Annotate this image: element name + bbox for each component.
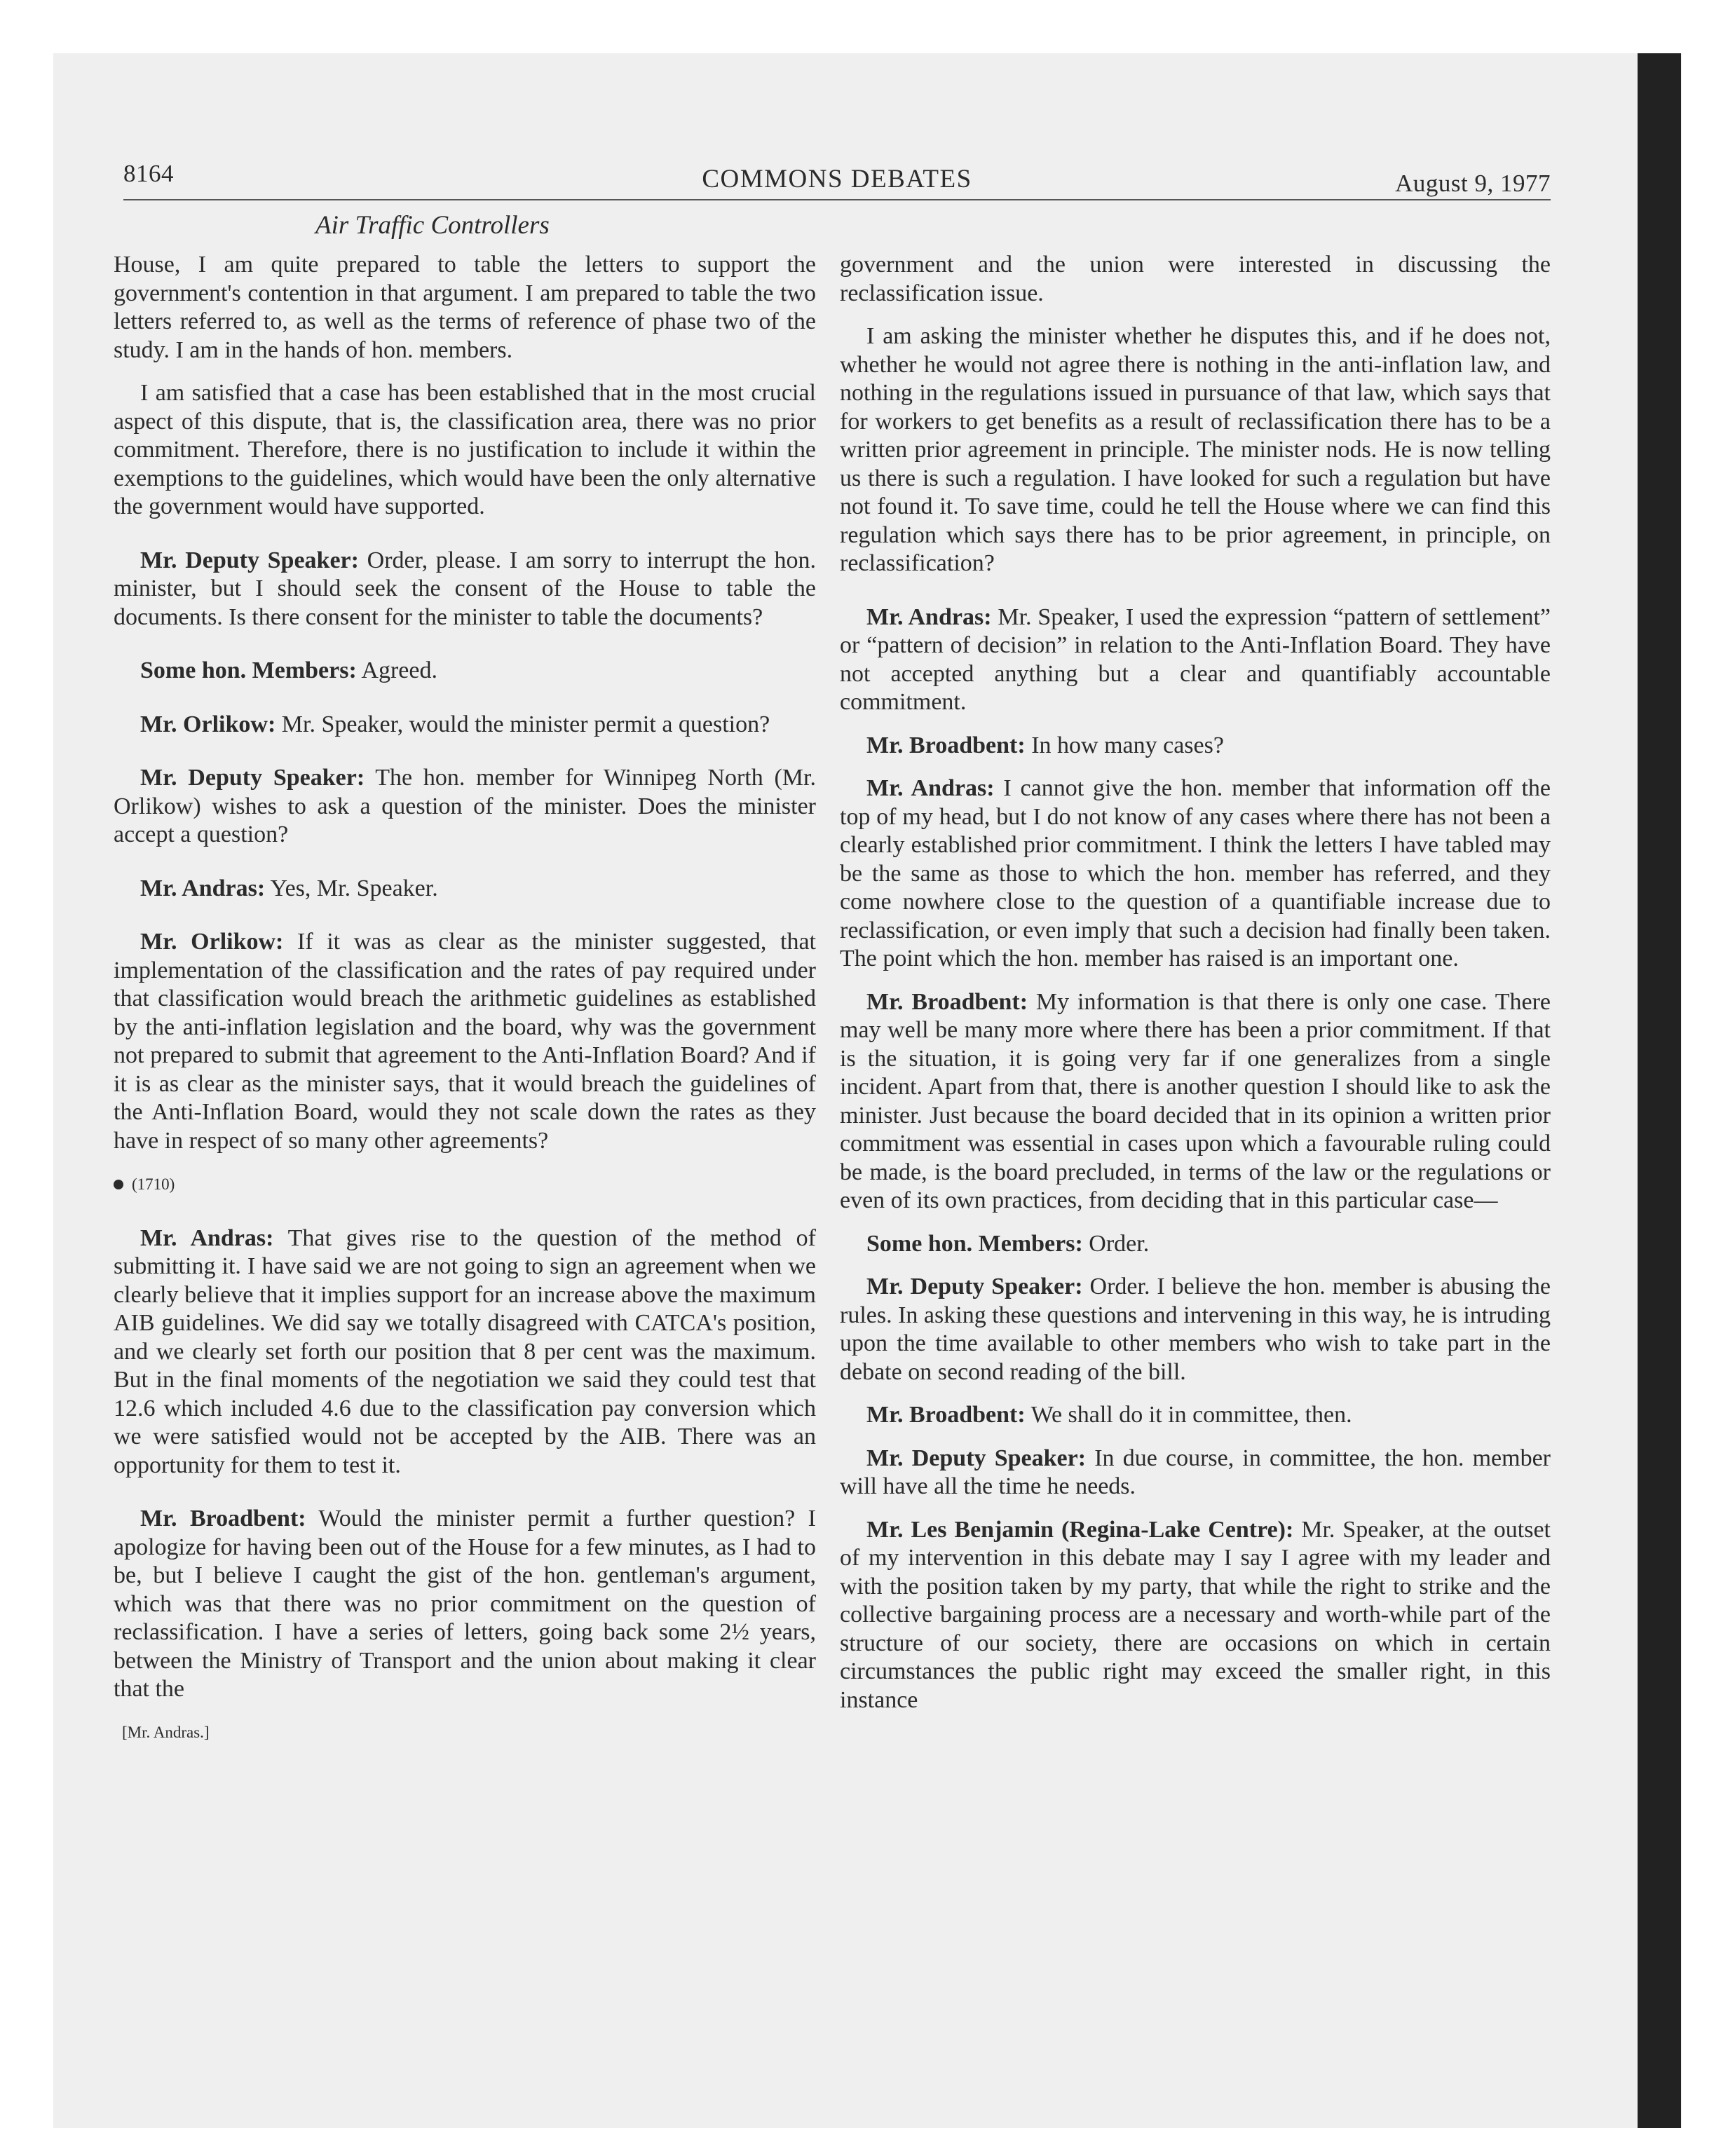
speech xyxy=(114,875,816,903)
speech xyxy=(114,657,816,685)
paragraph: I am satisfied that a case has been established that in the most crucial aspect of this dispute, that is, the classification area, there was no prior commitment. Therefore, there is no justification to include it within the exemptions to the guidelines, which would have been the only alternative the government would have supported. xyxy=(114,380,816,519)
speech-text: Order. I believe the hon. member is abusing the rules. In asking these questions and intervening in this way, he is intruding upon the time available to other members who wish to take part in the debate on second reading of the bill. xyxy=(840,1274,1551,1385)
speaker-name: Some hon. Members: xyxy=(140,657,357,683)
speech-text: I cannot give the hon. member that information off the top of my head, but I do not know of any cases where there has not been a clearly established prior commitment. I think the letters I have tabled may be the same as those to which the hon. member has referred, and they come nowhere close to the question of a quantifiable increase due to reclassification, or even imply that such a decision had finally been taken. The point which the hon. member has raised is an important one. xyxy=(840,775,1551,971)
speech xyxy=(114,547,816,632)
speaker-name: Mr. Andras: xyxy=(140,1224,274,1251)
speaker-name: Mr. Les Benjamin (Regina-Lake Centre): xyxy=(866,1516,1294,1543)
speech-text: Agreed. xyxy=(356,657,437,683)
speech xyxy=(840,1516,1551,1715)
speaker-name: Mr. Andras: xyxy=(866,775,995,801)
speech xyxy=(840,603,1551,717)
paragraph: government and the union were interested in discussing the reclassification issue. xyxy=(840,252,1551,306)
speaker-name: Mr. Deputy Speaker: xyxy=(866,1274,1083,1299)
speaker-name: Mr. Orlikow: xyxy=(140,929,284,955)
speaker-name: Mr. Deputy Speaker: xyxy=(140,547,359,573)
speech xyxy=(840,775,1551,974)
page-date: August 9, 1977 xyxy=(1395,170,1551,197)
speech-text: That gives rise to the question of the method of submitting it. I have said we are not going to sign an agreement when we clearly believe that it implies support for an increase above the maximum AIB guidelines. We did say we totally disagreed with CATCA's position, and we clearly set forth our position that 8 per cent was the maximum. But in the final moments of the negotiation we said they could test that 12.6 which included 4.6 due to the classification pay conversion which we were satisfied would not be accepted by the AIB. There was an opportunity for them to test it. xyxy=(114,1224,816,1478)
speech xyxy=(840,1445,1551,1501)
paragraph: House, I am quite prepared to table the letters to support the government's contention in that argument. I am prepared to table the two letters referred to, as well as the terms of reference of phase two of the study. I am in the hands of hon. members. xyxy=(114,252,816,363)
speech xyxy=(840,988,1551,1215)
speaker-name: Mr. Broadbent: xyxy=(866,732,1026,758)
speech xyxy=(840,1230,1551,1259)
speaker-name: Mr. Deputy Speaker: xyxy=(866,1445,1087,1471)
time-marker-text: (1710) xyxy=(132,1175,175,1193)
page-number: 8164 xyxy=(123,160,174,187)
speech-text: Order, please. I am sorry to interrupt the hon. minister, but I should seek the consent of the House to table the documents. Is there consent for the minister to table the documents? xyxy=(114,547,817,630)
speech-text: In due course, in committee, the hon. member will have all the time he needs. xyxy=(840,1445,1551,1499)
speech xyxy=(114,928,816,1155)
publication-title: COMMONS DEBATES xyxy=(702,165,972,193)
speech-text: Yes, Mr. Speaker. xyxy=(265,875,438,901)
speech xyxy=(840,732,1551,760)
speech xyxy=(114,711,816,739)
bullet-icon xyxy=(114,1180,123,1189)
speech-text: In how many cases? xyxy=(1025,732,1224,758)
right-column xyxy=(840,251,1551,1729)
speaker-name: Mr. Andras: xyxy=(140,875,266,901)
speech-text: Mr. Speaker, at the outset of my intervention in this debate may I say I agree with my leader and with the position taken by my party, that while the right to strike and the collective bargaining process are a necessary and worth-while part of the structure of our society, there are occasions on which in certain circumstances the public right may exceed the smaller right, in this instance xyxy=(840,1516,1551,1713)
speech-text: Mr. Speaker, I used the expression “pattern of settlement” or “pattern of decision” in relation to the Anti-Inflation Board. They have not accepted anything but a clear and quantifiably accountable commitment. xyxy=(840,603,1551,715)
speaker-name: Mr. Broadbent: xyxy=(866,988,1028,1015)
speech-text: Mr. Speaker, would the minister permit a question? xyxy=(275,711,770,737)
paragraph: I am asking the minister whether he disputes this, and if he does not, whether he would not agree there is nothing in the anti-inflation law, and nothing in the regulations issued in pursuance of that law, which says that for workers to get benefits as a result of reclassification there has to be a written prior agreement in principle. The minister nods. He is now telling us there is such a regulation. I have looked for such a regulation but have not found it. To save time, could he tell the House where we can find this regulation which says there has to be prior agreement, in principle, on reclassification? xyxy=(840,323,1551,576)
speech-text: My information is that there is only one case. There may well be many more where there has been a prior commitment. If that is the situation, it is going very far if one generalizes from a single incident. Apart from that, there is another question I should like to ask the minister. Just because the board decided that in its opinion a written prior commitment was essential in cases upon which a favourable ruling could be made, is the board precluded, in terms of the law or the regulations or even of its own practices, from deciding that in this particular case— xyxy=(840,988,1551,1213)
speech-text: If it was as clear as the minister suggested, that implementation of the classification and the rates of pay required under that classification would breach the arithmetic guidelines as established by the anti-inflation legislation and the board, why was the government not prepared to submit that agreement to the Anti-Inflation Board? And if it is as clear as the minister says, that it would breach the guidelines of the Anti-Inflation Board, would they not scale down the rates as they have in respect of so many other agreements? xyxy=(114,929,816,1154)
speaker-name: Mr. Deputy Speaker: xyxy=(140,765,365,791)
speech-text: Order. xyxy=(1082,1230,1150,1257)
speech xyxy=(840,1401,1551,1430)
speech-text: We shall do it in committee, then. xyxy=(1025,1402,1352,1428)
time-marker xyxy=(114,1171,816,1199)
speech xyxy=(114,1505,816,1704)
scan-edge xyxy=(1638,53,1681,2128)
speech xyxy=(840,1273,1551,1386)
left-column xyxy=(114,251,816,1747)
speech-text: Would the minister permit a further question? I apologize for having been out of the House for a few minutes, as I had to be, but I believe I caught the gist of the hon. gentleman's argument, which was that there was no prior commitment on the question of reclassification. I have a series of letters, going back some 2½ years, between the Ministry of Transport and the union about making it clear that the xyxy=(114,1506,816,1702)
speaker-name: Mr. Orlikow: xyxy=(140,711,276,737)
speech-text: The hon. member for Winnipeg North (Mr. Orlikow) wishes to ask a question of the minister. Does the minister accept a question? xyxy=(114,765,816,847)
page-header xyxy=(123,160,1551,200)
subject-heading: Air Traffic Controllers xyxy=(315,211,550,240)
speaker-attribution: [Mr. Andras.] xyxy=(122,1723,210,1741)
speaker-name: Mr. Broadbent: xyxy=(140,1506,306,1531)
speech xyxy=(114,764,816,850)
speech xyxy=(114,1224,816,1480)
speaker-name: Mr. Andras: xyxy=(866,603,992,630)
speaker-name: Some hon. Members: xyxy=(866,1230,1083,1257)
speaker-name: Mr. Broadbent: xyxy=(866,1402,1026,1428)
